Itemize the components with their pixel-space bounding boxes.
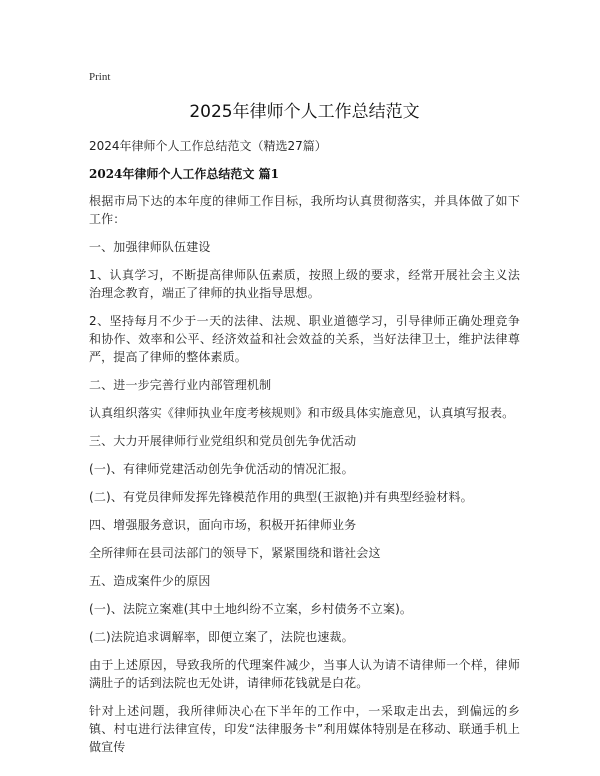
paragraph: 针对上述问题，我所律师决心在下半年的工作中，一采取走出去，到偏远的乡镇、村屯进行法律宣传，印发“法律服务卡”利用媒体特别是在移动、联通手机上做宣传 bbox=[89, 704, 520, 754]
paragraph: 五、造成案件少的原因 bbox=[89, 574, 211, 588]
section-heading: 2024年律师个人工作总结范文 篇1 bbox=[89, 167, 279, 181]
paragraph: (一)、法院立案难(其中土地纠纷不立案，乡村债务不立案)。 bbox=[89, 602, 413, 616]
paragraph: (二)法院追求调解率，即便立案了，法院也速裁。 bbox=[89, 630, 354, 644]
page-title: 2025年律师个人工作总结范文 bbox=[189, 102, 420, 122]
print-link[interactable]: Print bbox=[89, 71, 111, 83]
paragraph: 根据市局下达的本年度的律师工作目标，我所均认真贯彻落实，并具体做了如下工作： bbox=[89, 194, 520, 226]
document-subtitle: 2024年律师个人工作总结范文（精选27篇） bbox=[89, 139, 327, 153]
paragraph: 2、坚持每月不少于一天的法律、法规、职业道德学习，引导律师正确处理竞争和协作、效率和公平、经济效益和社会效益的关系，当好法律卫士，维护法律尊严，提高了律师的整体素质。 bbox=[89, 314, 520, 364]
paragraph: 四、增强服务意识，面向市场，积极开拓律师业务 bbox=[89, 518, 357, 532]
paragraph: 全所律师在县司法部门的领导下，紧紧围绕和谐社会这 bbox=[89, 546, 381, 560]
paragraph: 由于上述原因，导致我所的代理案件减少，当事人认为请不请律师一个样，律师满肚子的话到法院也无处讲，请律师花钱就是白花。 bbox=[89, 658, 520, 690]
paragraph: 认真组织落实《律师执业年度考核规则》和市级具体实施意见，认真填写报表。 bbox=[89, 406, 515, 420]
paragraph: (二)、有党员律师发挥先锋模范作用的典型(王淑艳)并有典型经验材料。 bbox=[89, 490, 473, 504]
paragraph: 三、大力开展律师行业党组织和党员创先争优活动 bbox=[89, 434, 357, 448]
paragraph: (一)、有律师党建活动创先争优活动的情况汇报。 bbox=[89, 462, 354, 476]
paragraph: 1、认真学习，不断提高律师队伍素质，按照上级的要求，经常开展社会主义法治理念教育，端正了律师的执业指导思想。 bbox=[89, 268, 520, 300]
paragraph: 二、进一步完善行业内部管理机制 bbox=[89, 378, 272, 392]
paragraph: 一、加强律师队伍建设 bbox=[89, 240, 211, 254]
